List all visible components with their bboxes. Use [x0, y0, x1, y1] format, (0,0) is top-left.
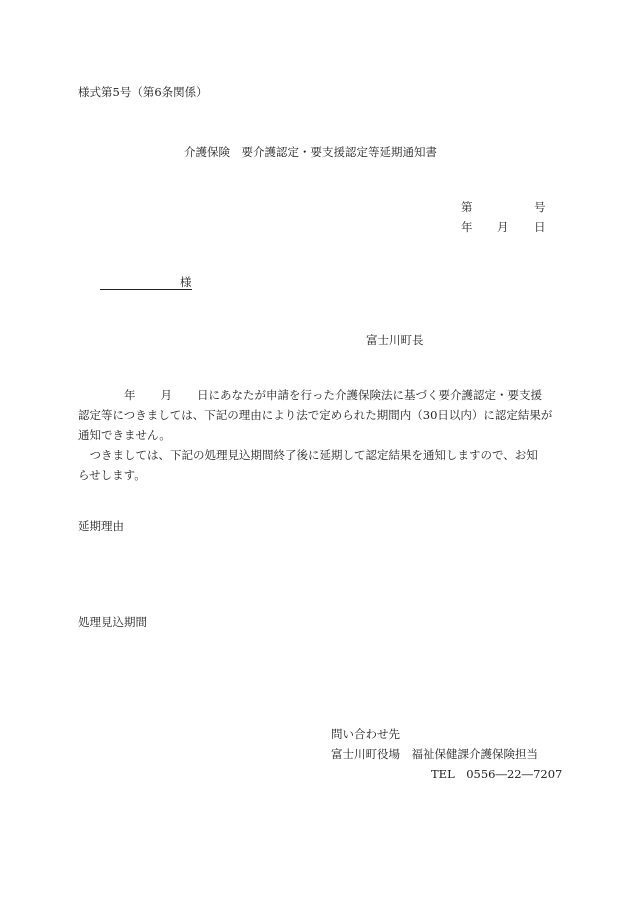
- body-para2-line-1: つきましては、下記の処理見込期間終了後に延期して認定結果を通知しますので、お知: [78, 448, 538, 462]
- form-label: 様式第5号（第6条関係）: [78, 85, 208, 99]
- contact-office: 富士川町役場 福祉保健課介護保険担当: [331, 747, 538, 761]
- body-month: 月: [160, 388, 172, 402]
- contact-heading: 問い合わせ先: [331, 727, 400, 741]
- date-day: 日: [534, 220, 546, 234]
- addressee-blank-line: [100, 277, 180, 290]
- addressee-honorific: 様: [180, 275, 192, 289]
- body-line-2: 認定等につきましては、下記の理由により法で定められた期間内（30日以内）に認定結果が: [78, 408, 553, 422]
- contact-tel: TEL 0556―22―7207: [431, 767, 563, 781]
- body-line-1: [78, 385, 558, 405]
- date-year: 年: [461, 220, 473, 234]
- document-title: 介護保険 要介護認定・要支援認定等延期通知書: [184, 145, 437, 159]
- body-para2-line-2: らせします。: [78, 468, 146, 482]
- body-year: 年: [124, 388, 136, 402]
- number-prefix: 第: [461, 200, 473, 214]
- date-month: 月: [497, 220, 509, 234]
- issuer: 富士川町長: [366, 333, 424, 347]
- body-line-3: 通知できません。: [78, 428, 171, 442]
- reason-label: 延期理由: [78, 519, 124, 533]
- period-label: 処理見込期間: [78, 615, 147, 629]
- addressee: [100, 274, 192, 290]
- body-line-1-rest: 日にあなたが申請を行った介護保険法に基づく要介護認定・要支援: [197, 388, 542, 402]
- body-paragraph: [78, 385, 558, 485]
- number-suffix: 号: [534, 200, 546, 214]
